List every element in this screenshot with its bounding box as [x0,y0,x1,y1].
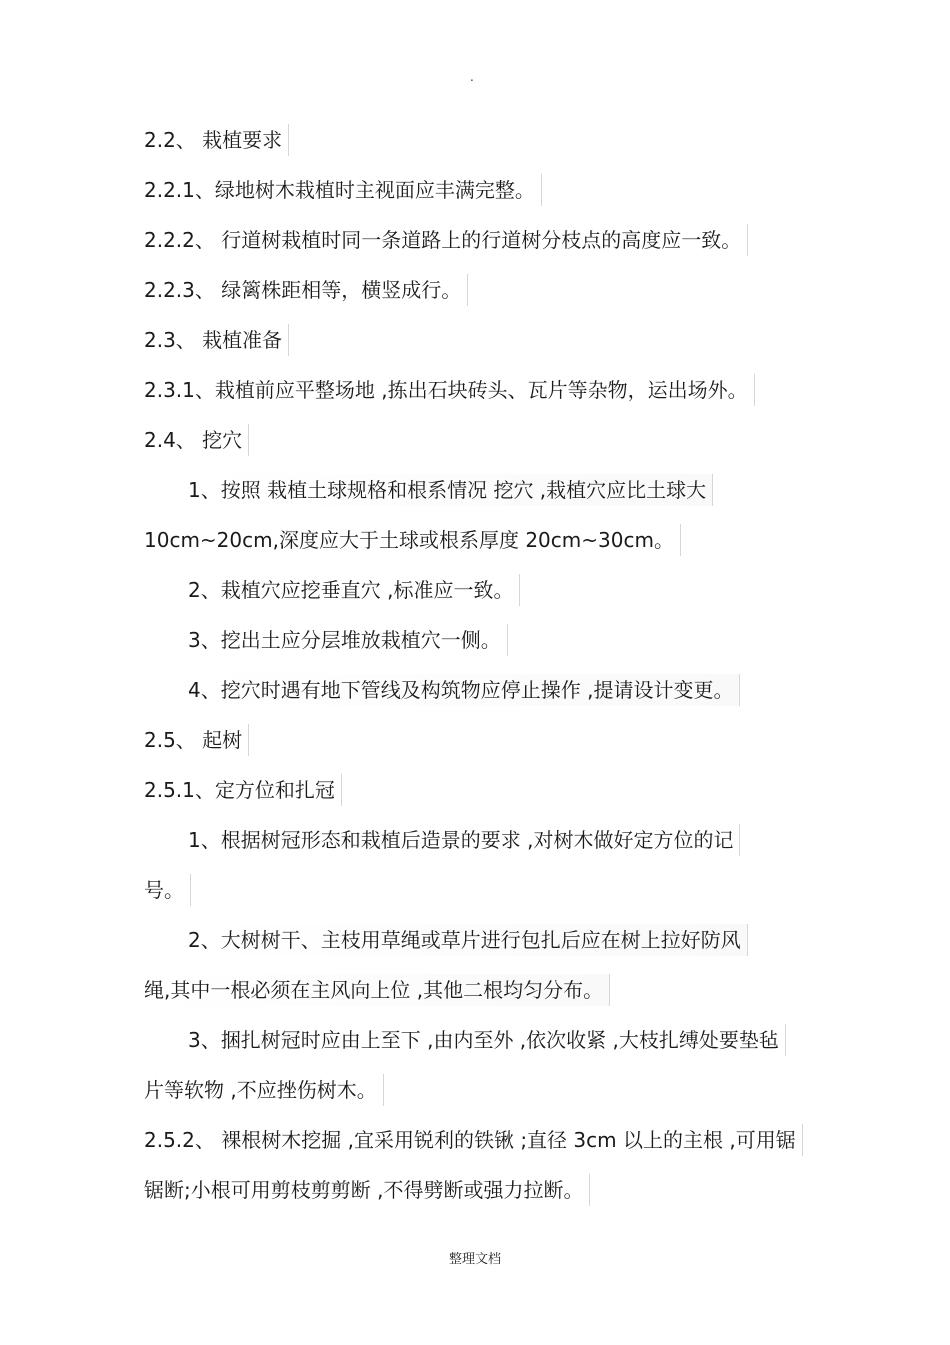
paragraph-2-5-2-line-2: 锯断;小根可用剪枝剪剪断 ,不得劈断或强力拉断。 [144,1174,590,1206]
list-item-2-4-1-line-2: 10cm~20cm,深度应大于土球或根系厚度 20cm~30cm。 [144,524,681,556]
list-item-2-5-1-3-line-1: 3、捆扎树冠时应由上至下 ,由内至外 ,依次收紧 ,大枝扎缚处要垫毡 [188,1024,786,1056]
list-item-2-5-1-2-line-1: 2、大树树干、主枝用草绳或草片进行包扎后应在树上拉好防风 [188,924,748,956]
heading-2-5: 2.5、 起树 [144,724,249,756]
list-item-2-5-1-3-line-2: 片等软物 ,不应挫伤树木。 [144,1074,384,1106]
list-item-2-4-2: 2、栽植穴应挖垂直穴 ,标准应一致。 [188,574,520,606]
list-item-2-4-4: 4、挖穴时遇有地下管线及构筑物应停止操作 ,提请设计变更。 [188,674,740,706]
list-item-2-4-1-line-1: 1、按照 栽植土球规格和根系情况 挖穴 ,栽植穴应比土球大 [188,474,713,506]
paragraph-2-2-2: 2.2.2、 行道树栽植时同一条道路上的行道树分枝点的高度应一致。 [144,224,748,256]
header-dot: . [470,70,474,84]
list-item-2-5-1-1-line-2: 号。 [144,874,191,906]
paragraph-2-2-1: 2.2.1、绿地树木栽植时主视面应丰满完整。 [144,174,542,206]
heading-2-3: 2.3、 栽植准备 [144,324,289,356]
page-footer: 整理文档 [448,1252,501,1267]
paragraph-2-3-1: 2.3.1、栽植前应平整场地 ,拣出石块砖头、瓦片等杂物，运出场外。 [144,374,755,406]
heading-2-5-1: 2.5.1、定方位和扎冠 [144,774,342,806]
heading-2-2: 2.2、 栽植要求 [144,124,289,156]
list-item-2-5-1-1-line-1: 1、根据树冠形态和栽植后造景的要求 ,对树木做好定方位的记 [188,824,740,856]
list-item-2-4-3: 3、挖出土应分层堆放栽植穴一侧。 [188,624,508,656]
paragraph-2-2-3: 2.2.3、 绿篱株距相等，横竖成行。 [144,274,468,306]
list-item-2-5-1-2-line-2: 绳,其中一根必须在主风向上位 ,其他二根均匀分布。 [144,974,610,1006]
paragraph-2-5-2-line-1: 2.5.2、 裸根树木挖掘 ,宜采用锐利的铁锹 ;直径 3cm 以上的主根 ,可用锯 [144,1124,803,1156]
heading-2-4: 2.4、 挖穴 [144,424,249,456]
